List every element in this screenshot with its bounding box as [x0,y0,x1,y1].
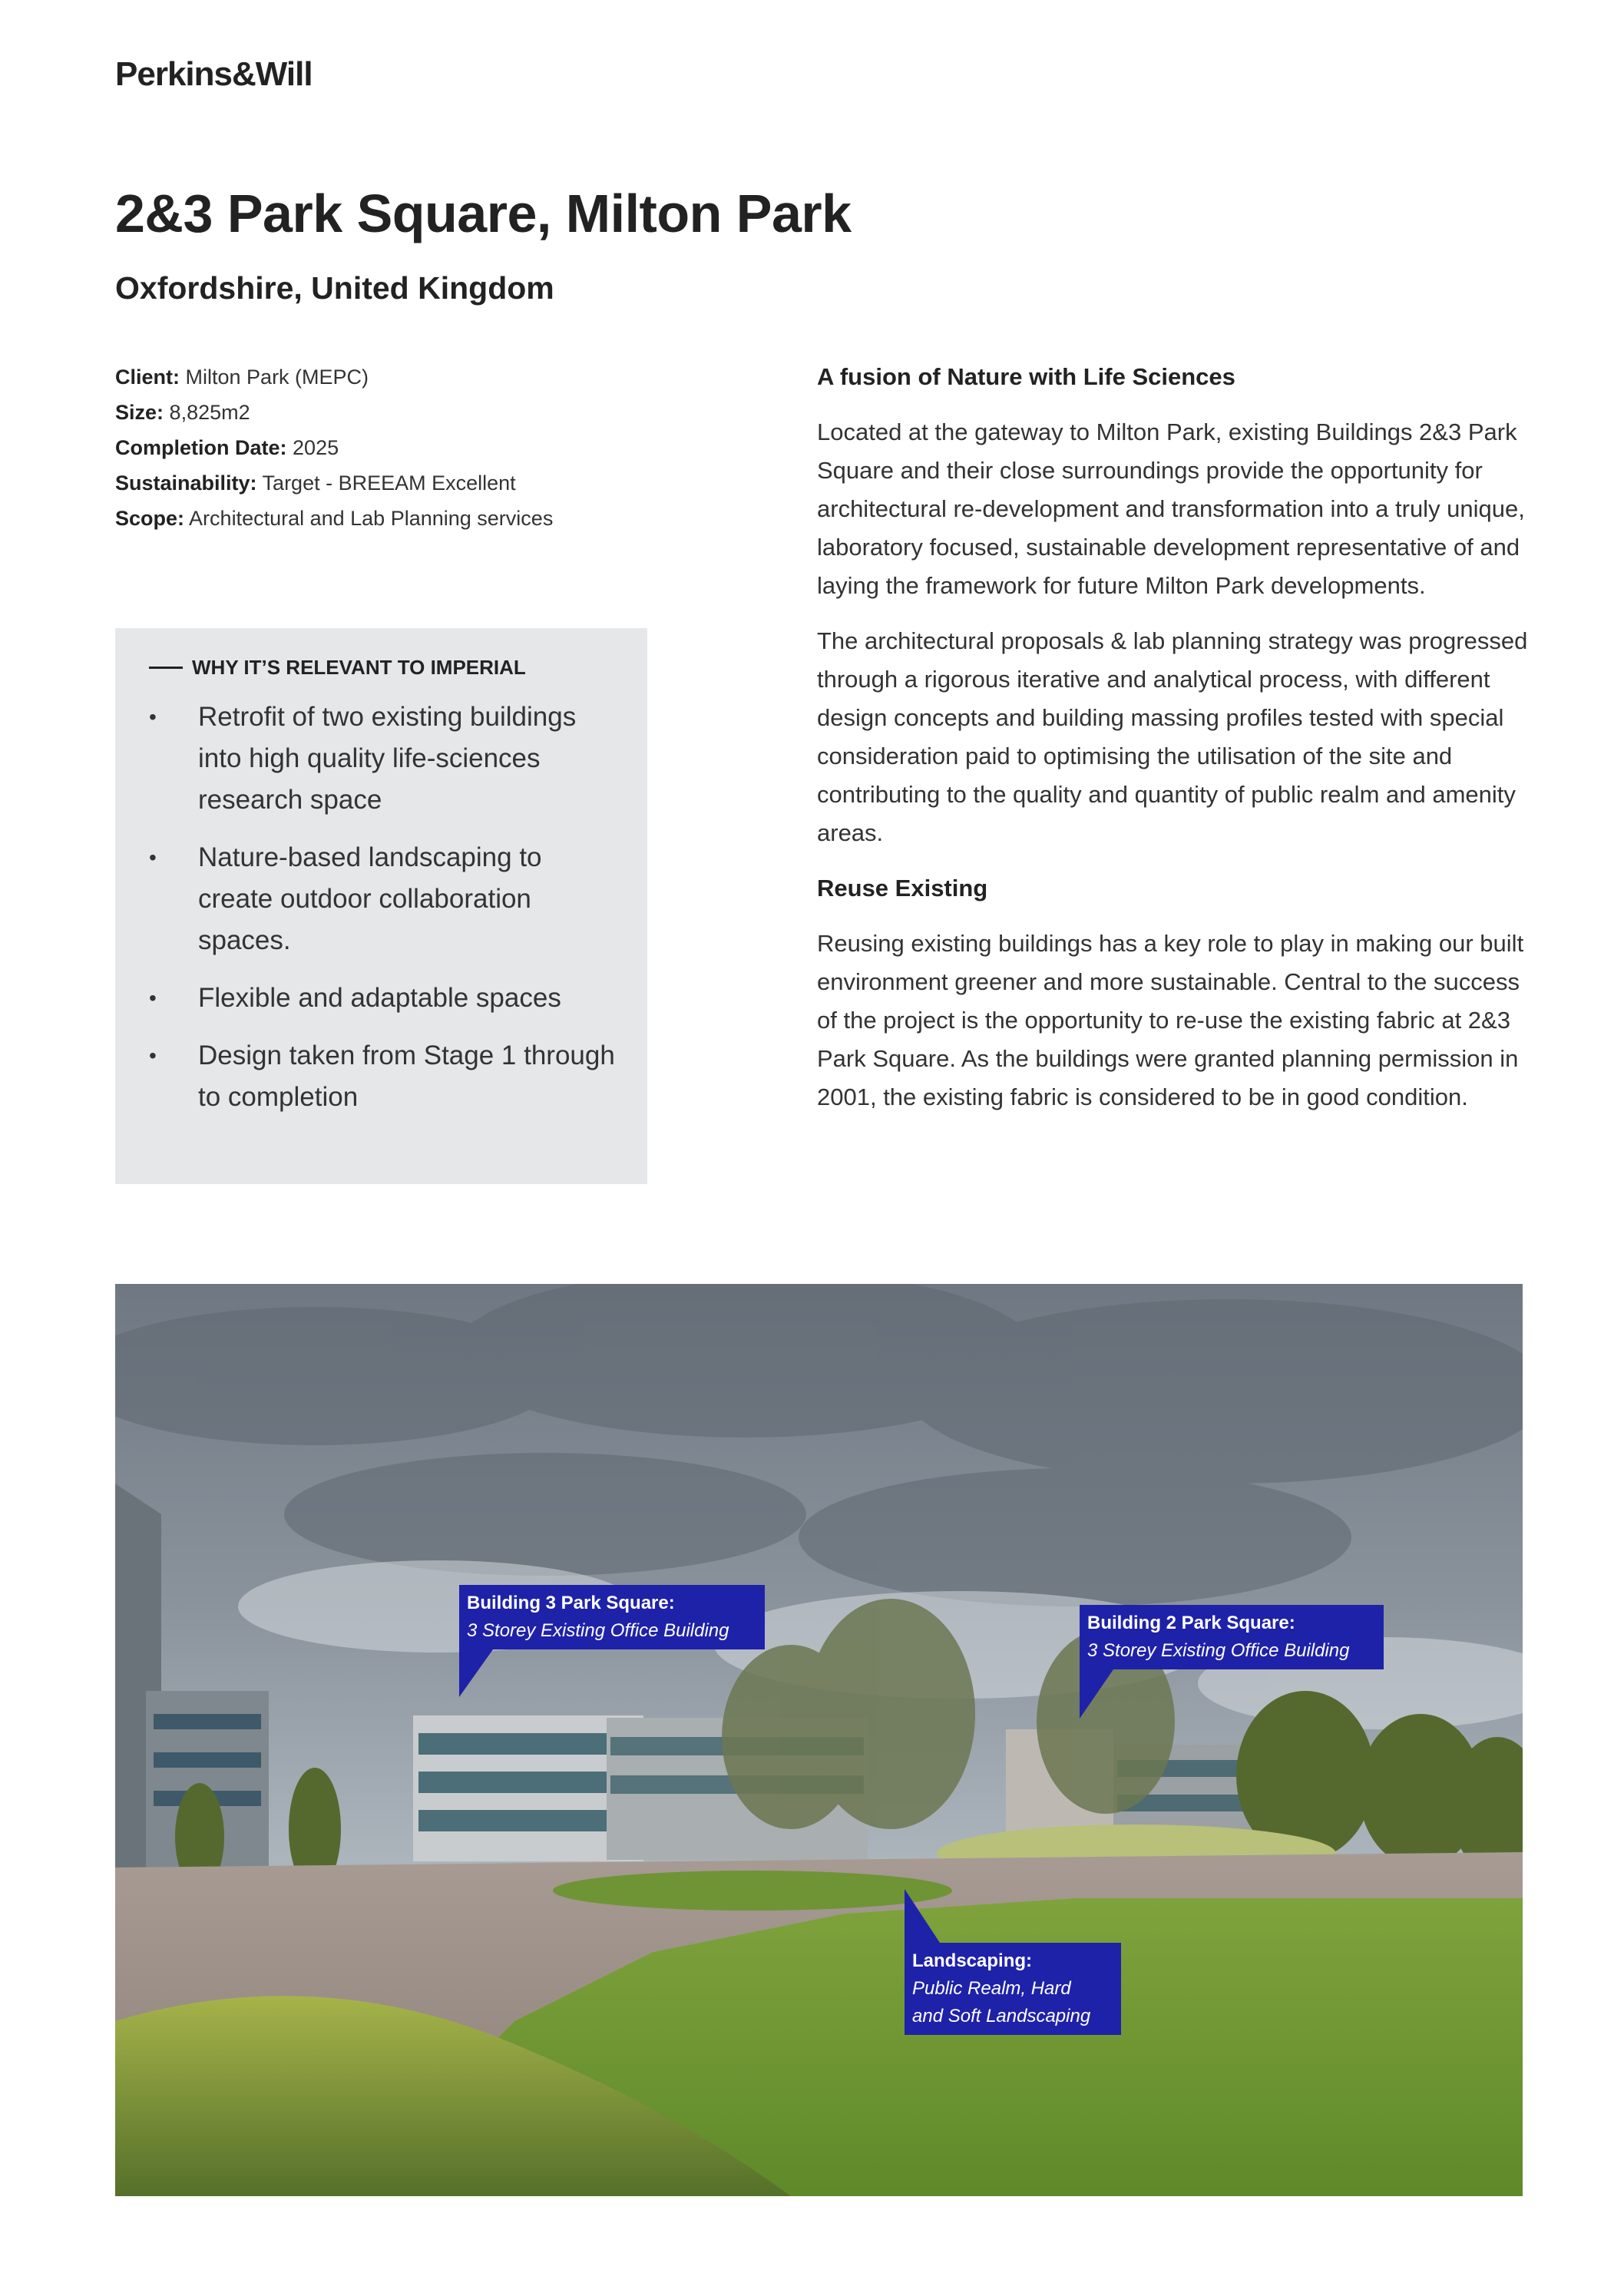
bullet-icon: • [149,986,157,1010]
list-item [149,1035,617,1118]
list-item [149,837,617,961]
callout-text: Public Realm, Hard [912,1978,1071,1999]
callout-pointer [459,1649,493,1697]
callout-pointer [1080,1669,1113,1719]
relevance-panel [115,628,647,1184]
project-location: Oxfordshire, United Kingdom [115,270,554,306]
list-item [149,978,617,1019]
relevance-list [149,696,617,1118]
paragraph: Located at the gateway to Milton Park, existing Buildings 2&3 Park Square and their close surroundings provide the opportunity for architectural re-development and transformation into a truly unique, laboratory focused, sustainable development representative of and laying the framework for future Milton Park developments. [817,419,1525,599]
body-text-column [817,358,1531,1133]
callout-pointer [905,1889,940,1943]
fact-value: 2025 [293,436,339,459]
list-item [149,696,617,821]
fact-value: Milton Park (MEPC) [185,366,369,389]
relevance-heading-text: WHY IT’S RELEVANT TO IMPERIAL [192,656,526,679]
fact-value: Architectural and Lab Planning services [189,507,554,530]
bullet-icon: • [149,1044,157,1067]
bullet-icon: • [149,845,157,869]
fact-scope [115,501,729,536]
callout-building-3 [459,1585,765,1649]
callout-text: 3 Storey Existing Office Building [467,1620,729,1641]
callout-text: 3 Storey Existing Office Building [1087,1640,1350,1661]
project-facts [115,359,729,536]
fact-sustainability [115,465,729,501]
list-item-text: Design taken from Stage 1 through to completion [198,1040,615,1112]
list-item-text: Nature-based landscaping to create outdoor collaboration spaces. [198,842,542,955]
fact-label: Completion Date: [115,436,287,459]
fact-label: Sustainability: [115,471,257,495]
list-item-text: Flexible and adaptable spaces [198,983,561,1013]
site-photo [115,1284,1523,2196]
fact-value: 8,825m2 [169,401,250,424]
fact-client [115,359,729,395]
fact-value: Target - BREEAM Excellent [262,471,516,495]
callout-title: Building 3 Park Square: [467,1593,675,1613]
perkins-will-logo: Perkins&Will [115,55,313,93]
relevance-heading [149,656,617,680]
project-title: 2&3 Park Square, Milton Park [115,184,852,243]
section-heading-reuse: Reuse Existing [817,875,988,902]
heading-dash [149,667,183,669]
list-item-text: Retrofit of two existing buildings into high quality life-sciences research space [198,702,577,815]
fact-size [115,395,729,430]
site-photo-illustration [115,1284,1523,2196]
paragraph: Reusing existing buildings has a key role to play in making our built environment greener and more sustainable. Central to the success of the project is the opportunity to re-use the existing fabric at 2&3 Park Square. As the buildings were granted planning permission in 2001, the existing fabric is considered to be in good condition. [817,930,1524,1110]
callout-text: and Soft Landscaping [912,2006,1091,2026]
fact-label: Size: [115,401,164,424]
paragraph: The architectural proposals & lab planning strategy was progressed through a rigorous iterative and analytical process, with different design concepts and building massing profiles tested with special consideration paid to optimising the utilisation of the site and contributing to the quality and quantity of public realm and amenity areas. [817,627,1528,846]
section-heading-fusion: A fusion of Nature with Life Sciences [817,363,1235,390]
callout-building-2 [1080,1605,1384,1669]
fact-label: Scope: [115,507,185,530]
bullet-icon: • [149,705,157,729]
callout-landscaping [905,1943,1121,2035]
callout-title: Landscaping: [912,1950,1033,1971]
callout-title: Building 2 Park Square: [1087,1613,1295,1633]
fact-completion-date [115,430,729,465]
fact-label: Client: [115,366,180,389]
